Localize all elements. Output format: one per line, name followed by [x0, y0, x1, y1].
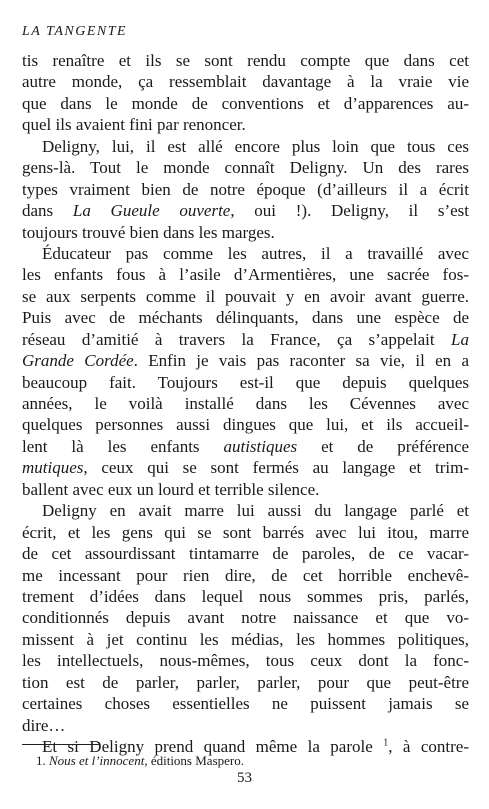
- text-run: les intellectuels, nous-mêmes, tous ceux dont la fonc-: [22, 651, 469, 671]
- text-run: Puis avec de méchants délinquants, dans une espèce de: [22, 308, 469, 328]
- text-line: [22, 693, 469, 714]
- text-line: [22, 586, 469, 607]
- text-run: conditionnés depuis avant notre naissance et que vo-: [22, 608, 469, 628]
- text-line: [22, 307, 469, 328]
- text-run: missent à jet continu les médias, les hommes politiques,: [22, 629, 469, 649]
- text-line: [22, 329, 469, 350]
- text-run: , ceux qui se sont fermés au langage et trim-: [83, 458, 469, 478]
- text-line: [22, 243, 469, 264]
- page-number: 53: [237, 770, 252, 786]
- text-line: [22, 179, 469, 200]
- text-line: [22, 136, 469, 157]
- text-line: [22, 50, 469, 71]
- text-run: années, le voilà installé dans les Cévennes avec: [22, 394, 469, 413]
- text-run: lent là les enfants: [22, 436, 224, 456]
- italic-text: autistiques: [223, 436, 298, 456]
- text-run: types vraiment bien de notre époque (d’ailleurs il a écrit: [22, 179, 469, 199]
- text-line: [22, 393, 469, 414]
- italic-text: mutiques: [22, 458, 84, 478]
- text-run: toujours trouvé bien dans les marges.: [22, 222, 275, 242]
- text-run: autre monde, ça ressemblait davantage à la vraie vie: [22, 72, 469, 92]
- text-run: . Enfin je vais pas raconter sa vie, il en a: [133, 351, 469, 371]
- italic-text: Grande Cordée: [22, 351, 134, 371]
- text-line: [22, 200, 469, 221]
- footnote-rest: , éditions Maspero.: [144, 753, 244, 768]
- text-line: [22, 672, 469, 693]
- footnote-ref: 1: [383, 737, 389, 749]
- italic-text: La Gueule ouverte: [72, 201, 231, 221]
- text-run: et de préférence: [297, 436, 469, 456]
- text-line: [22, 71, 469, 92]
- text-run: tion est de parler, parler, parler, pour que peut-être: [22, 672, 469, 692]
- text-line: [22, 565, 469, 586]
- text-line: [22, 222, 469, 243]
- text-line: [22, 414, 469, 435]
- text-run: de cet assourdissant tintamarre de paroles, de ce vacar-: [22, 544, 469, 564]
- text-run: dire…: [22, 715, 66, 735]
- text-line: [22, 264, 469, 285]
- text-run: beaucoup fait. Toujours est-il que depuis quelques: [22, 372, 469, 392]
- text-line: [22, 436, 469, 457]
- text-run: tis renaître et ils se sont rendu compte que dans cet: [22, 51, 469, 70]
- running-head: LA TANGENTE: [22, 24, 128, 39]
- italic-text: La: [451, 329, 469, 349]
- text-run: certaines choses essentielles ne puissent jamais se: [22, 694, 469, 714]
- text-line: [22, 372, 469, 393]
- text-run: réseau d’amitié à travers la France, ça s’appelait: [22, 329, 452, 349]
- text-run: Deligny, lui, il est allé encore plus loin que tous ces: [42, 136, 469, 156]
- text-line: [22, 114, 469, 135]
- text-run: me incessant pour rien dire, de cet horrible enchevê-: [22, 565, 469, 585]
- text-run: dans: [22, 201, 73, 221]
- text-line: [22, 479, 469, 500]
- text-run: quel ils avaient fini par renoncer.: [22, 115, 246, 135]
- text-line: [22, 350, 469, 371]
- text-line: [22, 522, 469, 543]
- footnote-number: 1.: [36, 753, 46, 768]
- text-run: les enfants fous à l’asile d’Armentières, une sacrée fos-: [22, 265, 469, 285]
- text-run: Et si Deligny prend quand même la parole: [42, 737, 384, 756]
- footnote-title: Nous et l’innocent: [49, 753, 145, 768]
- body-text: [22, 50, 469, 757]
- text-run: , à contre-: [388, 737, 469, 756]
- text-line: [22, 629, 469, 650]
- text-line: [22, 715, 469, 736]
- text-line: [22, 157, 469, 178]
- text-run: , oui !). Deligny, il s’est: [230, 201, 469, 221]
- text-line: [22, 457, 469, 478]
- text-line: [22, 607, 469, 628]
- text-run: Deligny en avait marre lui aussi du langage parlé et: [42, 501, 469, 521]
- text-run: Éducateur pas comme les autres, il a travaillé avec: [42, 243, 469, 263]
- text-run: trement d’idées dans lequel nous sommes pris, parlés,: [22, 586, 469, 606]
- text-run: se aux serpents comme il pouvait y en avoir avant guerre.: [22, 286, 469, 306]
- footnote: [36, 753, 244, 769]
- text-line: [22, 543, 469, 564]
- text-line: [22, 93, 469, 114]
- text-line: [22, 286, 469, 307]
- text-run: gens-là. Tout le monde connaît Deligny. Un des rares: [22, 158, 469, 178]
- text-run: quelques personnes aussi dingues que lui, et ils accueil-: [22, 415, 469, 435]
- text-run: écrit, et les gens qui se sont barrés avec lui itou, marre: [22, 522, 469, 542]
- text-run: ballent avec eux un lourd et terrible silence.: [22, 479, 320, 499]
- text-line: [22, 650, 469, 671]
- footnote-separator: [22, 744, 100, 745]
- text-run: que dans le monde de conventions et d’apparences au-: [22, 93, 469, 113]
- text-line: [22, 500, 469, 521]
